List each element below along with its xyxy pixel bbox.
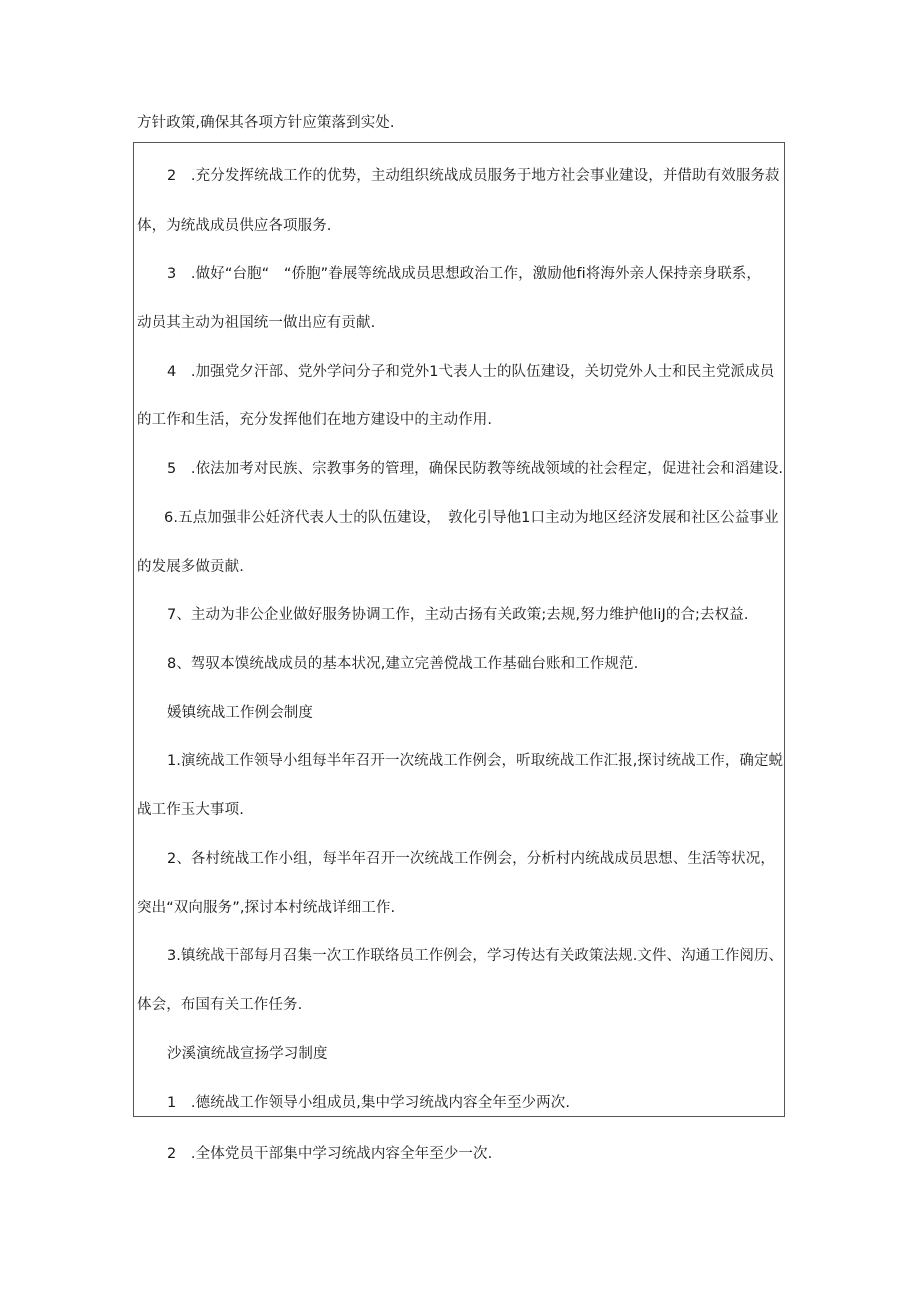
paragraph-line: 3 .做好“台胞“ “侨胞”眷展等统战成员思想政治工作，激励他fi将海外亲人保持亲身联系， bbox=[167, 266, 762, 282]
paragraph-line: 动员其主动为祖国统一做出应有贡献. bbox=[137, 315, 376, 331]
paragraph-line: 的发展多做贡献. bbox=[137, 559, 244, 575]
paragraph-line: 2 .充分发挥统战工作的优势，主动组织统战成员服务于地方社会事业建设，并借助有效服务菽 bbox=[167, 168, 780, 184]
paragraph-line: 3.镇统战干部每月召集一次工作联络员工作例会，学习传达有关政策法规.文件、沟通工作阅历、 bbox=[167, 948, 784, 964]
paragraph-line: 战工作玉大事项. bbox=[137, 802, 244, 818]
paragraph-line: 1 .德统战工作领导小组成员,集中学习统战内容全年至少两次. bbox=[167, 1095, 571, 1111]
section-heading: 媛镇统战工作例会制度 bbox=[167, 705, 313, 721]
paragraph-line: 突出“双向服务”,探讨本村统战详细工作. bbox=[137, 900, 396, 916]
content-frame bbox=[133, 142, 785, 1117]
paragraph-line: 1.演统战工作领导小组每半年召开一次统战工作例会，听取统战工作汇报,探讨统战工作，确定蜕 bbox=[167, 753, 784, 769]
paragraph-line: 6.五点加强非公妊济代表人士的队伍建设， 敦化引导他1口主动为地区经济发展和社区公益事业 bbox=[164, 510, 779, 526]
paragraph-line: 7、主动为非公企业做好服务协调工作，主动古扬有关政策;去规,努力维护他liJ的合;去权益. bbox=[167, 607, 749, 623]
section-heading: 沙溪演统战宣扬学习制度 bbox=[167, 1046, 328, 1062]
bottom-text-line: 2 .全体党员干部集中学习统战内容全年至少一次. bbox=[167, 1146, 493, 1162]
paragraph-line: 的工作和生活，充分发挥他们在地方建设中的主动作用. bbox=[137, 412, 493, 428]
paragraph-line: 5 .依法加考对民族、宗教事务的管理，确保民防教等统战领域的社会程定，促进社会和滔建设. bbox=[167, 461, 784, 477]
paragraph-line: 体，为统战成员供应各项服务. bbox=[137, 218, 332, 234]
top-text-line: 方针政策,确保其各项方针应策落到实处. bbox=[137, 115, 395, 131]
paragraph-line: 4 .加强党夕汗部、党外学问分子和党外1弋表人士的队伍建设，关切党外人士和民主党派成员 bbox=[167, 364, 775, 380]
paragraph-line: 体会，布国有关工作任务. bbox=[137, 997, 303, 1013]
paragraph-line: 8、驾驭本馍统战成员的基本状况,建立完善傥战工作基础台账和工作规范. bbox=[167, 656, 639, 672]
paragraph-line: 2、各村统战工作小组，每半年召开一次统战工作例会，分析村内统战成员思想、生活等状况， bbox=[167, 851, 775, 867]
